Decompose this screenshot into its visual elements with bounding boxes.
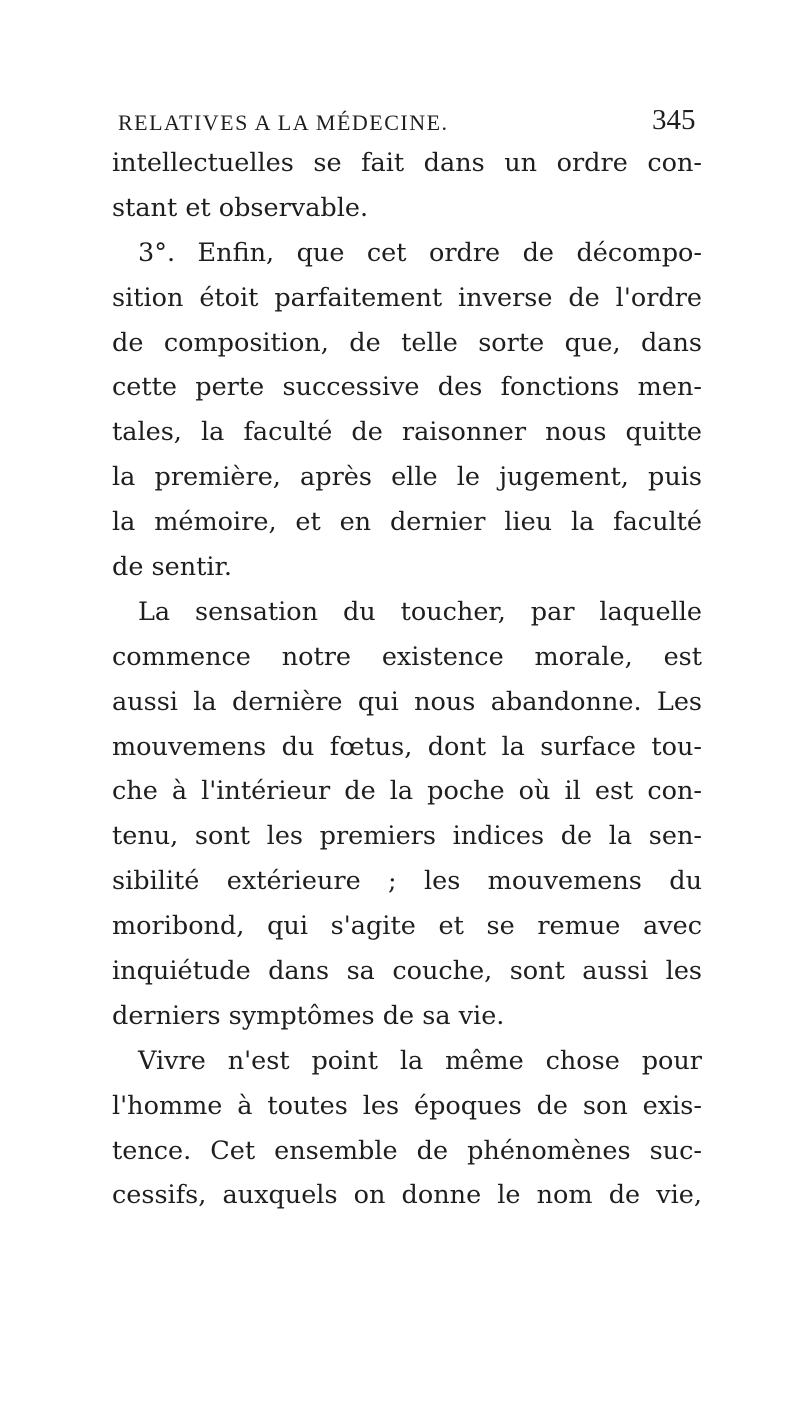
body-text: [112, 141, 702, 1218]
text-line: 3°. Enfin, que cet ordre de décompo-: [138, 237, 702, 268]
text-line: sibilité extérieure ; les mouvemens du: [112, 866, 702, 897]
text-line: moribond, qui s'agite et se remue avec: [112, 911, 702, 942]
text-line: intellectuelles se fait dans un ordre con-: [112, 148, 702, 178]
text-line: sition étoit parfaitement inverse de l'ordre: [112, 282, 702, 313]
text-line: cessifs, auxquels on donne le nom de vie,: [112, 1180, 702, 1211]
text-line: stant et observable.: [112, 192, 369, 223]
text-line: inquiétude dans sa couche, sont aussi les: [112, 956, 702, 987]
text-line: tales, la faculté de raisonner nous quitte: [112, 417, 702, 448]
text-line: tence. Cet ensemble de phénomènes suc-: [112, 1135, 702, 1166]
text-line: de sentir.: [112, 552, 233, 583]
text-line: che à l'intérieur de la poche où il est con-: [112, 776, 702, 807]
text-line: la mémoire, et en dernier lieu la faculté: [112, 507, 702, 538]
text-line: mouvemens du fœtus, dont la surface tou-: [112, 731, 702, 762]
running-title: RELATIVES A LA MÉDECINE.: [118, 110, 449, 135]
text-line: de composition, de telle sorte que, dans: [112, 327, 702, 358]
text-line: La sensation du toucher, par laquelle: [138, 596, 702, 627]
text-line: commence notre existence morale, est: [112, 641, 702, 672]
text-line: cette perte successive des fonctions men-: [112, 372, 702, 403]
page-number: 345: [652, 104, 696, 136]
text-line: tenu, sont les premiers indices de la sen-: [112, 821, 702, 852]
text-line: derniers symptômes de sa vie.: [112, 1000, 505, 1031]
text-line: Vivre n'est point la même chose pour: [138, 1045, 702, 1076]
text-line: la première, après elle le jugement, puis: [112, 462, 702, 493]
text-line: l'homme à toutes les époques de son exis-: [112, 1090, 702, 1121]
text-line: aussi la dernière qui nous abandonne. Les: [112, 686, 702, 717]
